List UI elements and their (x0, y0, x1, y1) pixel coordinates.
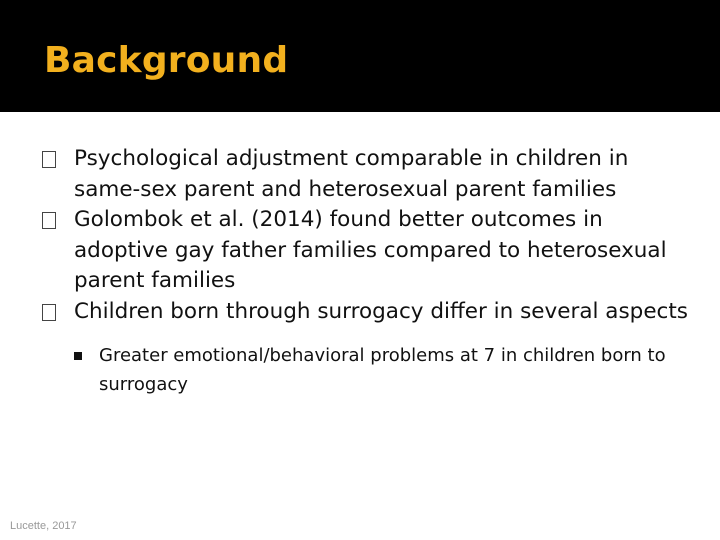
bullet-item (40, 144, 700, 205)
bullet-item (40, 205, 700, 297)
slide-title: Background (44, 40, 289, 81)
square-bullet-icon (42, 212, 56, 229)
footer-citation: Lucette, 2017 (10, 520, 77, 532)
sub-bullet-item (74, 341, 700, 399)
bullet-item (40, 297, 700, 328)
bullet-text: Golombok et al. (2014) found better outcomes in adoptive gay father families compared to heterosexual parent families (74, 207, 667, 293)
sub-bullet-text: Greater emotional/behavioral problems at 7 in children born to surrogacy (99, 345, 666, 395)
filled-square-icon (74, 352, 82, 360)
bullet-text: Children born through surrogacy differ in several aspects (74, 298, 689, 324)
bullet-text: Psychological adjustment comparable in children in same-sex parent and heterosexual parent families (74, 146, 629, 202)
square-bullet-icon (42, 151, 56, 168)
square-bullet-icon (42, 304, 56, 321)
slide-content (40, 144, 700, 399)
title-bar (0, 0, 720, 112)
